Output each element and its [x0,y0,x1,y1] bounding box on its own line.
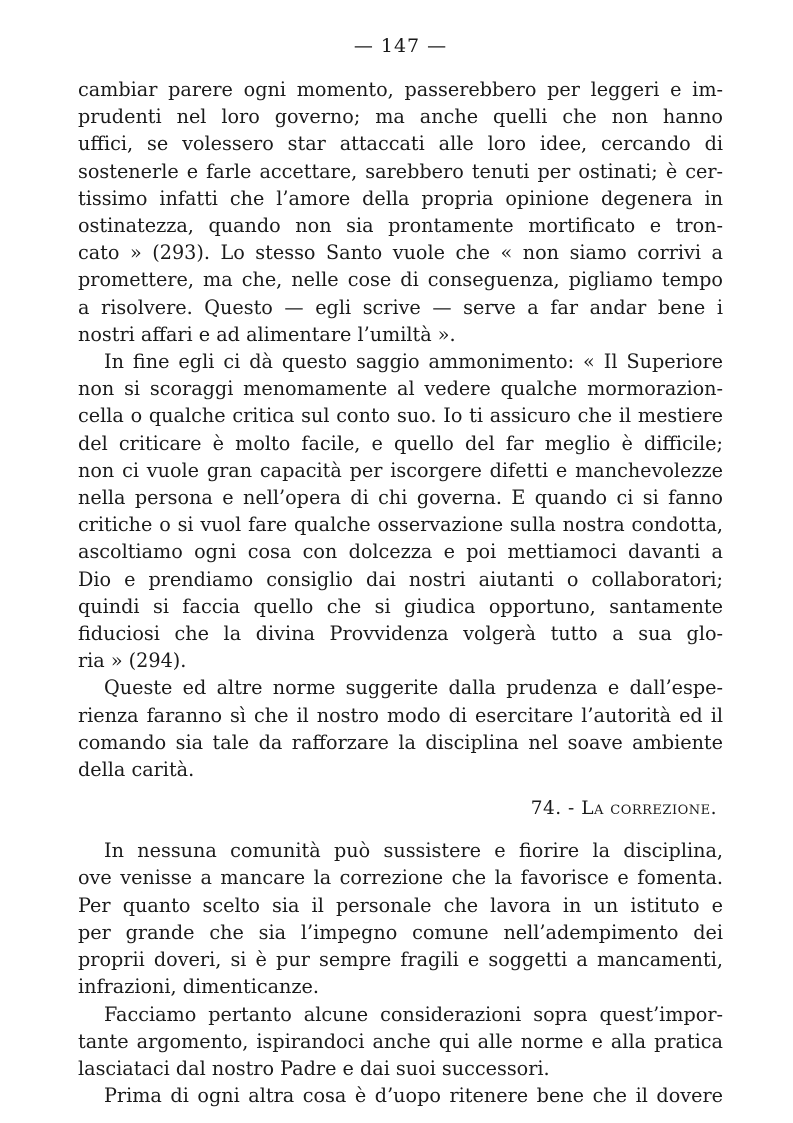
paragraph [78,76,723,348]
text-line: Dio e prendiamo consiglio dai nostri aiutanti o collaboratori; [78,567,723,591]
text-line: Facciamo pertanto alcune considerazioni sopra quest’impor- [104,1002,723,1026]
text-line: prudenti nel loro governo; ma anche quelli che non hanno [78,105,723,129]
text-line: per grande che sia l’impegno comune nell’adempimento dei [78,920,723,944]
text-line: della carità. [78,758,195,782]
paragraph [78,674,723,783]
section-number: 74. - [530,798,575,820]
text-line: Queste ed altre norme suggerite dalla prudenza e dall’espe- [104,676,723,700]
text-line: uffici, se volessero star attaccati alle loro idee, cercando di [78,132,723,156]
text-line: a risolvere. Questo — egli scrive — serve a far andar bene i [78,295,723,319]
text-line: non si scoraggi menomamente al vedere qualche mormorazion- [78,377,723,401]
text-line: lasciataci dal nostro Padre e dai suoi successori. [78,1056,550,1080]
text-line: cato » (293). Lo stesso Santo vuole che « non siamo corrivi a [78,241,723,265]
body-text-after-section [78,837,723,1109]
page-number: — 147 — [353,35,448,57]
text-line: del criticare è molto facile, e quello del far meglio è difficile; [78,431,723,455]
paragraph [78,1082,723,1109]
body-text-before-section [78,76,723,783]
text-line: proprii doveri, si è pur sempre fragili e soggetti a mancamenti, [78,948,723,972]
text-line: cella o qualche critica sul conto suo. Io ti assicuro che il mestiere [78,404,723,428]
section-title-rest: a correzione. [593,798,717,820]
text-line: cambiar parere ogni momento, passerebbero per leggeri e im- [78,78,723,101]
text-line: Per quanto scelto sia il personale che lavora in un istituto e [78,893,723,917]
text-line: ostinatezza, quando non sia prontamente mortificato e tron- [78,214,723,238]
text-line: fiduciosi che la divina Provvidenza volgerà tutto a sua glo- [78,622,723,646]
section-title-initial: L [581,798,594,820]
text-line: comando sia tale da rafforzare la disciplina nel soave ambiente [78,730,723,754]
text-line: nella persona e nell’opera di chi governa. E quando ci si fanno [78,486,723,510]
section-heading [78,795,717,823]
text-line: tissimo infatti che l’amore della propria opinione degenera in [78,186,723,210]
section-title [581,798,717,819]
paragraph [78,1001,723,1083]
text-line: promettere, ma che, nelle cose di conseguenza, pigliamo tempo [78,268,723,292]
paragraph [78,348,723,674]
text-line: rienza faranno sì che il nostro modo di esercitare l’autorità ed il [78,703,723,727]
text-line: ascoltiamo ogni cosa con dolcezza e poi mettiamoci davanti a [78,540,723,564]
text-line: Prima di ogni altra cosa è d’uopo ritenere bene che il dovere [104,1084,723,1108]
text-line: nostri affari e ad alimentare l’umiltà ». [78,322,456,346]
text-line: tante argomento, ispirandoci anche qui alle norme e alla pratica [78,1029,723,1053]
page [78,30,723,1109]
text-line: quindi si faccia quello che si giudica opportuno, santamente [78,594,723,618]
text-line: In nessuna comunità può sussistere e fiorire la disciplina, [104,839,723,863]
text-line: sostenerle e farle accettare, sarebbero tenuti per ostinati; è cer- [78,159,723,183]
text-line: ove venisse a mancare la correzione che la favorisce e fomenta. [78,866,723,890]
paragraph [78,837,723,1000]
text-line: non ci vuole gran capacità per iscorgere difetti e manchevolezze [78,458,723,482]
text-line: ria » (294). [78,649,187,673]
text-line: In fine egli ci dà questo saggio ammonimento: « Il Superiore [104,350,723,374]
text-line: infrazioni, dimenticanze. [78,975,319,999]
text-line: critiche o si vuol fare qualche osservazione sulla nostra condotta, [78,513,723,537]
